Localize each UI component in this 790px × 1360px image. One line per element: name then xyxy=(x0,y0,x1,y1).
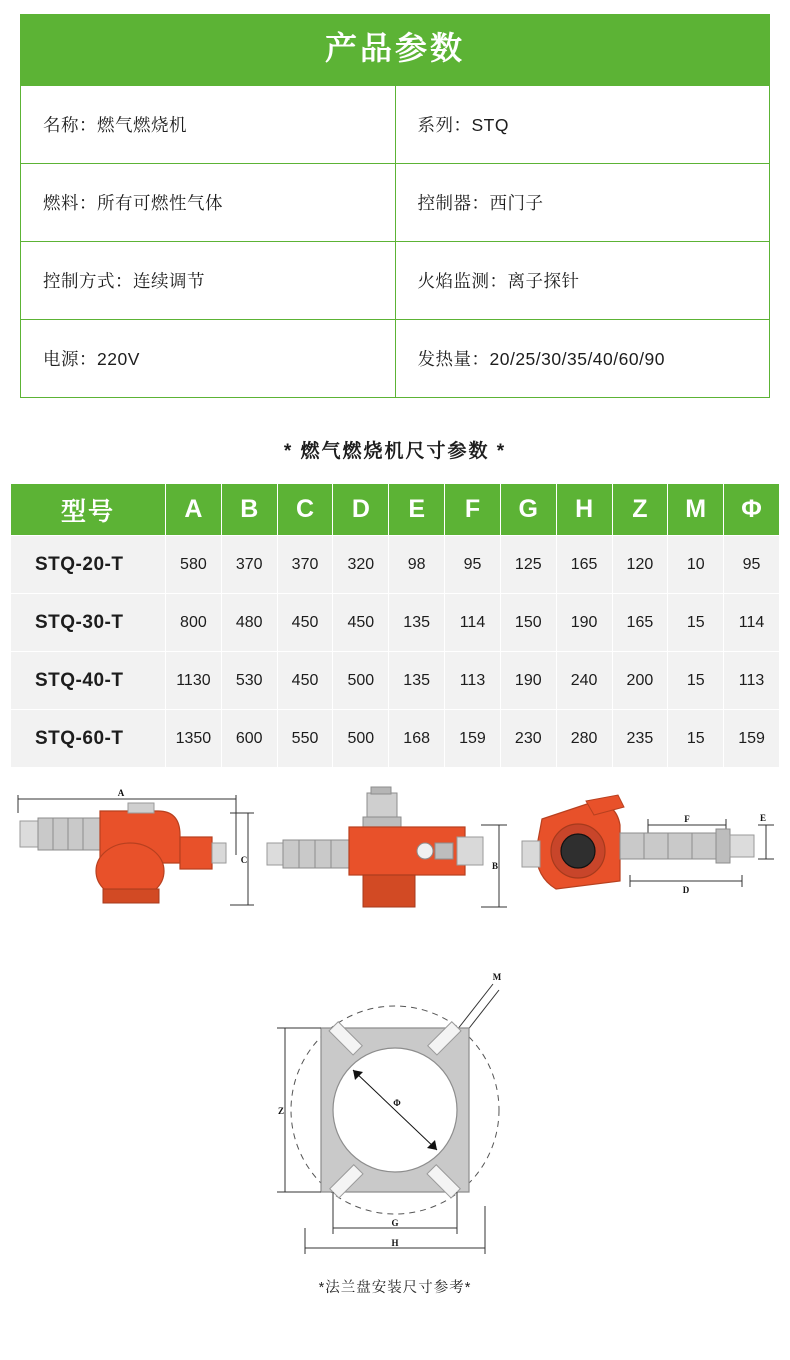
svg-text:E: E xyxy=(759,813,767,824)
dim-cell: 114 xyxy=(445,594,501,652)
side-view-drawing xyxy=(8,785,258,945)
top-view-drawing xyxy=(259,785,519,945)
table-row xyxy=(11,710,780,768)
dim-cell: 95 xyxy=(724,536,780,594)
param-cell: 控制器：西门子 xyxy=(395,164,770,242)
dim-cell: 15 xyxy=(668,652,724,710)
dim-cell: 165 xyxy=(612,594,668,652)
dim-cell: 135 xyxy=(389,594,445,652)
dim-cell: 800 xyxy=(166,594,222,652)
burner-front-view xyxy=(520,785,782,950)
param-cell: 系列：STQ xyxy=(395,86,770,164)
dim-cell: 113 xyxy=(724,652,780,710)
dim-cell: 530 xyxy=(221,652,277,710)
svg-text:F: F xyxy=(684,814,690,825)
dim-cell: 15 xyxy=(668,710,724,768)
svg-text:Φ: Φ xyxy=(393,1098,401,1109)
dim-cell: 113 xyxy=(445,652,501,710)
dim-cell: 550 xyxy=(277,710,333,768)
dim-cell: 320 xyxy=(333,536,389,594)
svg-text:Z: Z xyxy=(277,1106,285,1117)
svg-text:H: H xyxy=(391,1238,399,1249)
dim-cell: 114 xyxy=(724,594,780,652)
model-cell: STQ-30-T xyxy=(11,594,166,652)
dim-cell: 190 xyxy=(556,594,612,652)
svg-text:G: G xyxy=(391,1218,399,1229)
dim-cell: 190 xyxy=(500,652,556,710)
dim-cell: 15 xyxy=(668,594,724,652)
table-row xyxy=(21,242,770,320)
table-header-row xyxy=(11,484,780,536)
dim-cell: 200 xyxy=(612,652,668,710)
dim-cell: 280 xyxy=(556,710,612,768)
model-cell: STQ-60-T xyxy=(11,710,166,768)
flange-drawing xyxy=(225,970,565,1270)
dim-cell: 500 xyxy=(333,710,389,768)
svg-text:M: M xyxy=(492,972,502,983)
dim-cell: 168 xyxy=(389,710,445,768)
dim-cell: 1350 xyxy=(166,710,222,768)
technical-drawings-section xyxy=(0,790,790,1323)
burner-side-view xyxy=(8,785,258,950)
model-cell: STQ-40-T xyxy=(11,652,166,710)
param-cell: 电源：220V xyxy=(21,320,396,398)
dim-cell: 125 xyxy=(500,536,556,594)
front-view-drawing xyxy=(520,785,782,945)
dim-cell: 450 xyxy=(277,652,333,710)
svg-text:C: C xyxy=(240,855,248,866)
flange-mounting-diagram xyxy=(225,970,565,1270)
column-header-g: G xyxy=(500,484,556,536)
dim-cell: 580 xyxy=(166,536,222,594)
product-params-section xyxy=(20,14,770,398)
param-cell: 控制方式：连续调节 xyxy=(21,242,396,320)
dim-cell: 370 xyxy=(277,536,333,594)
dim-cell: 1130 xyxy=(166,652,222,710)
column-header-e: E xyxy=(389,484,445,536)
column-header-d: D xyxy=(333,484,389,536)
dim-cell: 370 xyxy=(221,536,277,594)
product-params-table xyxy=(20,85,770,398)
flange-caption: *法兰盘安装尺寸参考* xyxy=(318,1280,472,1297)
svg-text:D: D xyxy=(682,885,690,896)
orthographic-views-row xyxy=(0,790,790,950)
param-cell: 名称：燃气燃烧机 xyxy=(21,86,396,164)
svg-text:B: B xyxy=(491,861,499,872)
dim-cell: 150 xyxy=(500,594,556,652)
table-row xyxy=(11,536,780,594)
table-row xyxy=(21,164,770,242)
column-header-phi: Φ xyxy=(724,484,780,536)
column-header-z: Z xyxy=(612,484,668,536)
dim-cell: 10 xyxy=(668,536,724,594)
dim-cell: 165 xyxy=(556,536,612,594)
product-spec-page xyxy=(0,14,790,1360)
burner-top-view xyxy=(259,785,519,950)
dim-cell: 230 xyxy=(500,710,556,768)
param-cell: 发热量：20/25/30/35/40/60/90 xyxy=(395,320,770,398)
table-row xyxy=(21,320,770,398)
dim-cell: 450 xyxy=(277,594,333,652)
column-header-c: C xyxy=(277,484,333,536)
param-cell: 火焰监测：离子探针 xyxy=(395,242,770,320)
column-header-h: H xyxy=(556,484,612,536)
dimension-section-title: * 燃气燃烧机尺寸参数 * xyxy=(283,441,507,463)
param-cell: 燃料：所有可燃性气体 xyxy=(21,164,396,242)
dim-cell: 120 xyxy=(612,536,668,594)
dim-cell: 159 xyxy=(445,710,501,768)
dim-cell: 235 xyxy=(612,710,668,768)
table-row xyxy=(21,86,770,164)
dim-cell: 95 xyxy=(445,536,501,594)
column-header-f: F xyxy=(445,484,501,536)
page-title: 产品参数 xyxy=(20,14,770,85)
svg-text:A: A xyxy=(117,788,125,799)
dim-cell: 240 xyxy=(556,652,612,710)
dim-cell: 480 xyxy=(221,594,277,652)
dim-cell: 450 xyxy=(333,594,389,652)
dimension-table xyxy=(10,483,780,768)
column-header-model: 型号 xyxy=(11,484,166,536)
dim-cell: 600 xyxy=(221,710,277,768)
column-header-b: B xyxy=(221,484,277,536)
dim-cell: 500 xyxy=(333,652,389,710)
dim-cell: 98 xyxy=(389,536,445,594)
column-header-a: A xyxy=(166,484,222,536)
table-row xyxy=(11,594,780,652)
model-cell: STQ-20-T xyxy=(11,536,166,594)
column-header-m: M xyxy=(668,484,724,536)
dim-cell: 135 xyxy=(389,652,445,710)
table-row xyxy=(11,652,780,710)
dimension-table-section xyxy=(10,483,780,768)
dim-cell: 159 xyxy=(724,710,780,768)
